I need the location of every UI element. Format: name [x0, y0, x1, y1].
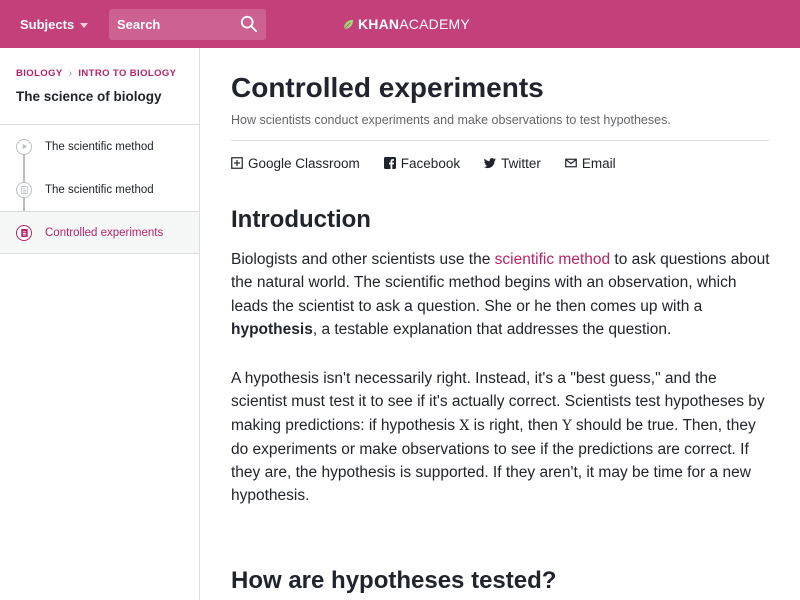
share-label: Google Classroom — [248, 155, 360, 171]
subjects-label: Subjects — [20, 16, 75, 32]
lesson-item-scientific-method-video[interactable] — [0, 125, 199, 168]
facebook-icon — [384, 157, 396, 169]
share-email-button[interactable] — [565, 156, 616, 171]
leaf-icon — [343, 19, 354, 30]
search-icon[interactable] — [240, 15, 258, 33]
article-icon — [16, 182, 32, 198]
divider — [231, 140, 769, 141]
share-label: Twitter — [501, 155, 541, 171]
text-run: Biologists and other scientists use the — [231, 251, 495, 268]
search-box[interactable] — [109, 9, 266, 40]
share-toolbar — [231, 154, 640, 172]
email-icon — [565, 157, 577, 169]
section-heading-how-tested: How are hypotheses tested? — [231, 567, 557, 594]
section-heading-introduction: Introduction — [231, 206, 371, 233]
share-facebook-button[interactable] — [384, 156, 460, 171]
math-variable-x: X — [459, 417, 470, 434]
page-title: Controlled experiments — [231, 72, 544, 103]
chevron-right-icon: › — [68, 68, 73, 79]
share-google-classroom-button[interactable] — [231, 156, 360, 171]
lesson-label: Controlled experiments — [45, 226, 164, 239]
intro-paragraph — [231, 248, 771, 341]
lesson-item-controlled-experiments[interactable] — [0, 211, 199, 254]
google-classroom-icon — [231, 157, 243, 169]
khan-academy-logo[interactable] — [343, 0, 470, 48]
lesson-sidebar — [0, 48, 200, 600]
twitter-icon — [484, 157, 496, 169]
share-twitter-button[interactable] — [484, 156, 541, 171]
hypothesis-paragraph — [231, 367, 771, 508]
page-description: How scientists conduct experiments and make observations to test hypotheses. — [231, 113, 671, 127]
lesson-label: The scientific method — [45, 140, 154, 153]
logo-text-academy: ACADEMY — [399, 16, 470, 32]
lesson-item-scientific-method-article[interactable] — [0, 168, 199, 211]
math-variable-y: Y — [562, 417, 572, 434]
logo-text-khan: KHAN — [358, 16, 400, 32]
text-run: A hypothesis isn't necessarily right. Instead, it's a "best guess," and the scientist must test it to see if it's actually correct. Scientists test hypotheses by making predictions: if hypothesis — [231, 370, 765, 434]
scientific-method-link[interactable]: scientific method — [494, 251, 611, 268]
subjects-menu-button[interactable] — [20, 0, 88, 48]
unit-title[interactable]: The science of biology — [16, 89, 162, 104]
video-play-icon — [16, 139, 32, 155]
lesson-list — [0, 124, 199, 254]
breadcrumb-intro-to-biology[interactable]: INTRO TO BIOLOGY — [78, 68, 177, 79]
share-label: Facebook — [400, 155, 461, 171]
breadcrumb-biology[interactable]: BIOLOGY — [16, 68, 63, 79]
text-run: should be true. Then, they do experiments or make observations to see if the predictions are correct. If they are, the hypothesis is supported. If they aren't, it may be time for a new hypothesis. — [231, 416, 756, 505]
top-nav-bar — [0, 0, 800, 48]
hypothesis-term: hypothesis — [231, 320, 313, 338]
text-run: is right, then — [469, 416, 563, 434]
search-input[interactable] — [109, 17, 229, 32]
share-label: Email — [581, 155, 616, 171]
lesson-label: The scientific method — [45, 183, 154, 196]
text-run: , a testable explanation that addresses the question. — [312, 320, 672, 338]
chevron-down-icon — [80, 23, 88, 28]
article-icon — [16, 225, 32, 241]
breadcrumb — [16, 68, 176, 79]
text-run: to ask questions about the natural world. The scientific method begins with an observation, which leads the scientist to ask a question. She or he then comes up with a — [231, 251, 770, 315]
